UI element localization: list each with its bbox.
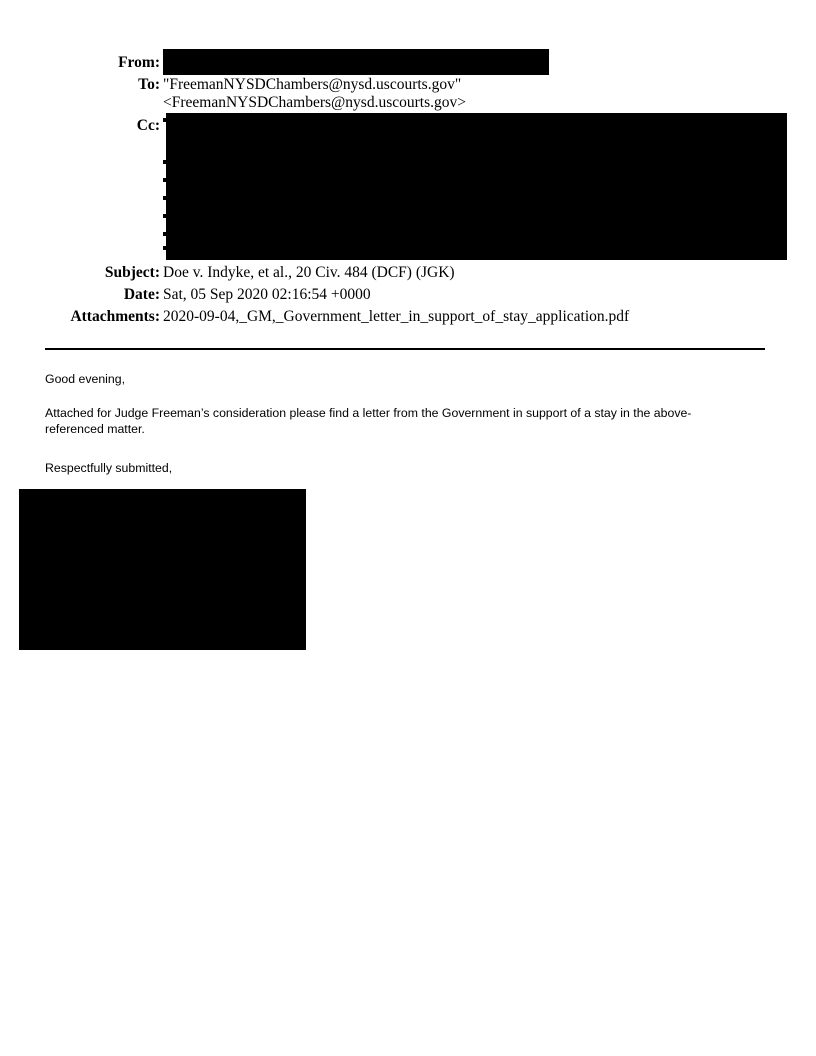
signature-redaction xyxy=(19,489,306,650)
cc-redaction-edge xyxy=(163,196,169,200)
cc-redaction-edge xyxy=(163,214,169,218)
closing: Respectfully submitted, xyxy=(45,461,173,475)
subject-label: Subject: xyxy=(104,264,160,281)
cc-redaction xyxy=(166,113,787,260)
cc-redaction-edge xyxy=(163,246,169,250)
cc-redaction-edge xyxy=(163,232,169,236)
greeting: Good evening, xyxy=(45,372,125,386)
to-label: To: xyxy=(138,76,160,93)
from-label: From: xyxy=(118,54,160,71)
attachment-filename: 2020-09-04,_GM,_Government_letter_in_support_of_stay_application.pdf xyxy=(163,308,630,325)
date-value: Sat, 05 Sep 2020 02:16:54 +0000 xyxy=(163,286,371,303)
date-label: Date: xyxy=(123,286,160,303)
cc-redaction-edge xyxy=(163,178,169,182)
cc-redaction-edge xyxy=(163,160,169,164)
attachments-label: Attachments: xyxy=(70,308,160,325)
cc-label: Cc: xyxy=(136,117,160,134)
subject-value: Doe v. Indyke, et al., 20 Civ. 484 (DCF) (JGK) xyxy=(163,264,455,281)
message-paragraph-line2: referenced matter. xyxy=(45,422,145,436)
message-paragraph-line1: Attached for Judge Freeman’s consideration please find a letter from the Government in support of a stay in the above- xyxy=(45,406,692,420)
cc-redaction-edge xyxy=(163,118,169,122)
to-address-line2: <FreemanNYSDChambers@nysd.uscourts.gov> xyxy=(163,94,466,111)
header-divider xyxy=(45,348,765,350)
from-redaction xyxy=(163,49,549,75)
to-address: "FreemanNYSDChambers@nysd.uscourts.gov" xyxy=(163,76,462,93)
